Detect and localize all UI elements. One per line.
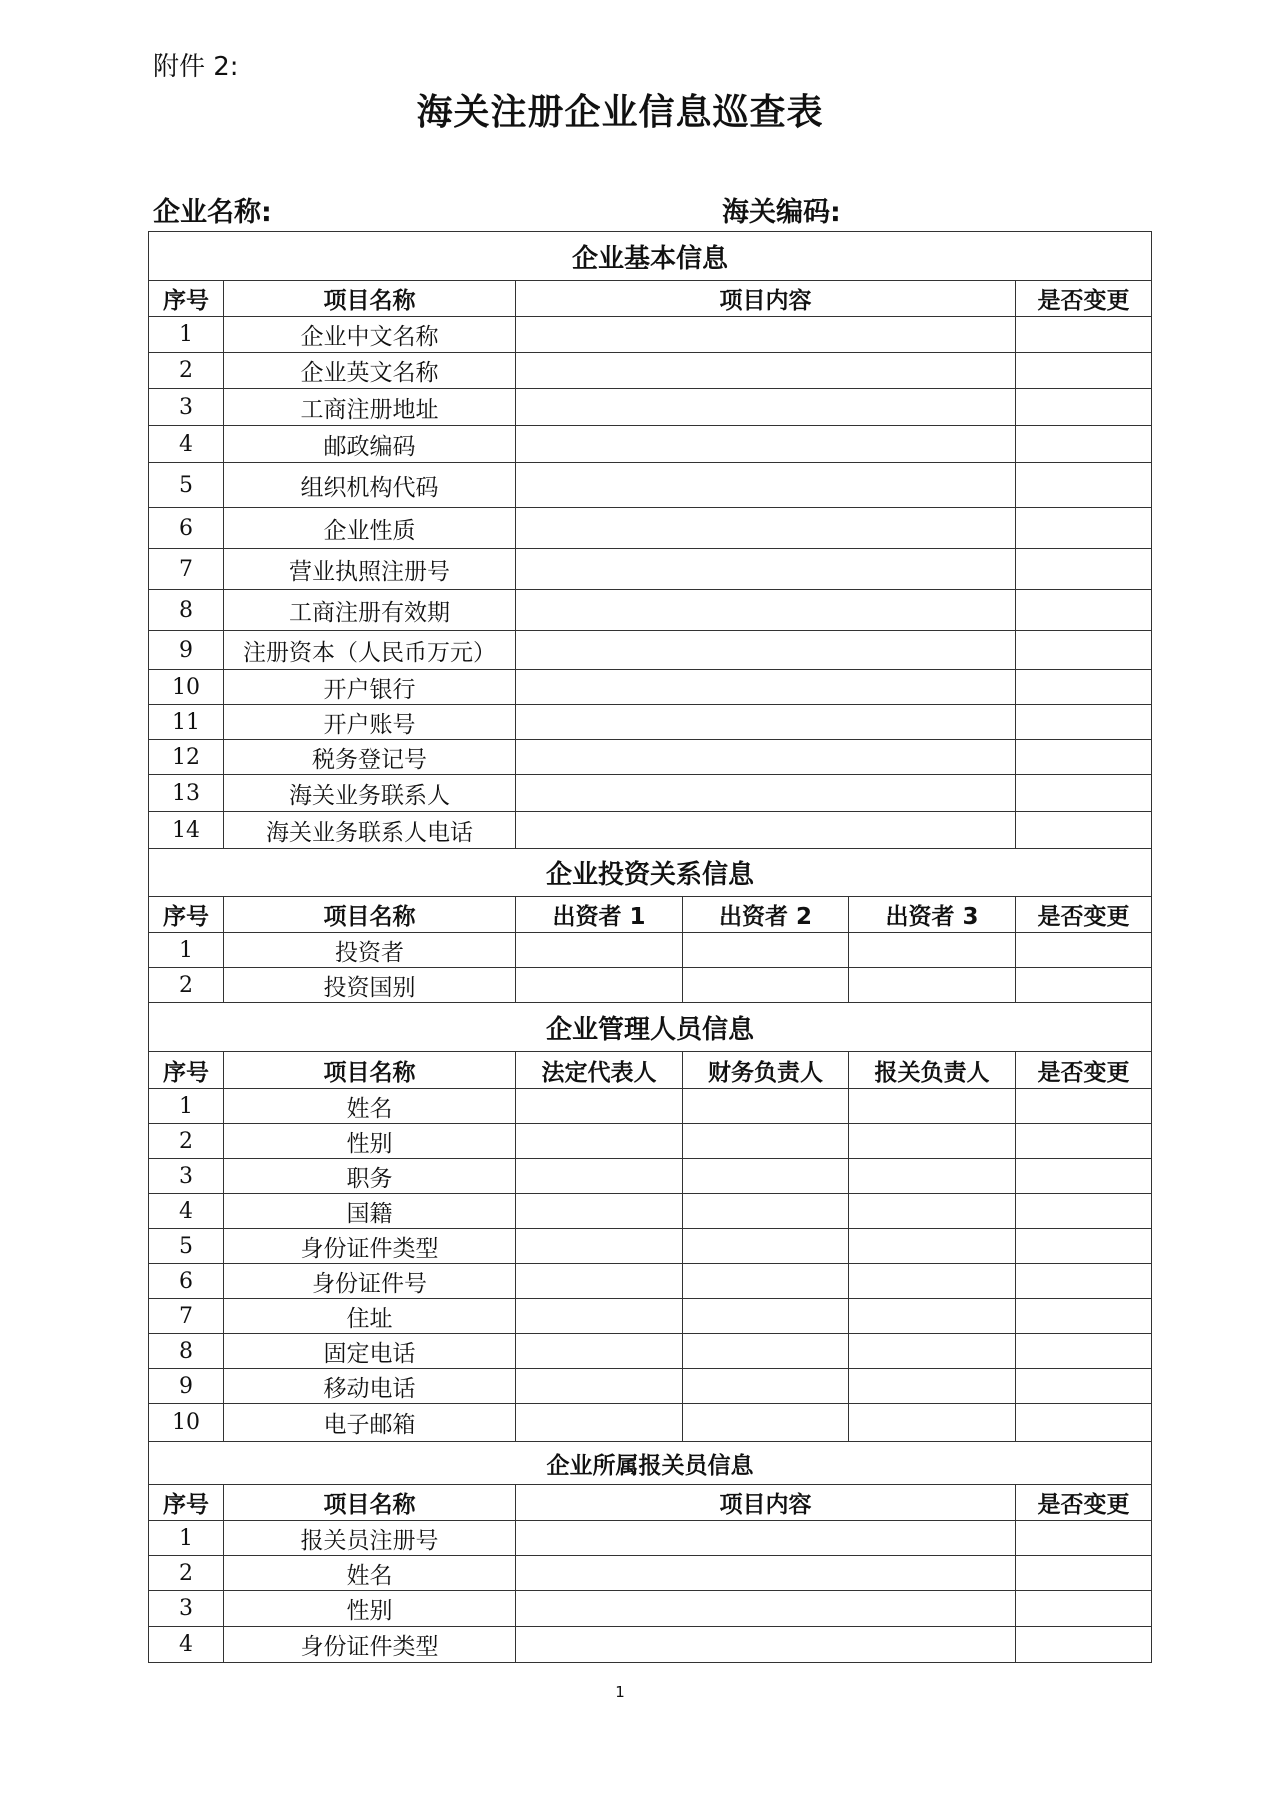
declare-head-cell[interactable] [849, 1229, 1016, 1264]
header-no: 序号 [149, 1485, 224, 1521]
header-no: 序号 [149, 1052, 224, 1089]
table-row [149, 426, 1152, 463]
row-number: 2 [149, 1556, 224, 1591]
declare-head-cell[interactable] [849, 1194, 1016, 1229]
changed-cell[interactable] [1016, 775, 1152, 812]
content-cell[interactable] [516, 508, 1016, 549]
declare-head-cell[interactable] [849, 1264, 1016, 1299]
changed-cell[interactable] [1016, 1404, 1152, 1442]
finance-head-cell[interactable] [683, 1334, 849, 1369]
content-cell[interactable] [516, 353, 1016, 389]
row-item-name: 移动电话 [224, 1369, 516, 1404]
table-row [149, 670, 1152, 705]
row-item-name: 开户银行 [224, 670, 516, 705]
row-number: 8 [149, 1334, 224, 1369]
investor-1-cell[interactable] [516, 933, 683, 968]
basic-section-row [149, 232, 1152, 281]
row-item-name: 注册资本（人民币万元） [224, 631, 516, 670]
table-row [149, 1124, 1152, 1159]
changed-cell[interactable] [1016, 1264, 1152, 1299]
content-cell[interactable] [516, 590, 1016, 631]
table-row [149, 590, 1152, 631]
row-number: 12 [149, 740, 224, 775]
changed-cell[interactable] [1016, 1124, 1152, 1159]
investor-3-cell[interactable] [849, 968, 1016, 1003]
table-row [149, 705, 1152, 740]
company-name-label: 企业名称: [153, 197, 272, 228]
content-cell[interactable] [516, 1556, 1016, 1591]
management-header-row [149, 1052, 1152, 1089]
changed-cell[interactable] [1016, 1089, 1152, 1124]
investment-section-row [149, 849, 1152, 897]
row-item-name: 开户账号 [224, 705, 516, 740]
header-no: 序号 [149, 897, 224, 933]
table-row [149, 1159, 1152, 1194]
row-number: 7 [149, 549, 224, 590]
changed-cell[interactable] [1016, 1299, 1152, 1334]
finance-head-cell[interactable] [683, 1124, 849, 1159]
content-cell[interactable] [516, 426, 1016, 463]
changed-cell[interactable] [1016, 389, 1152, 426]
header-legal: 法定代表人 [516, 1052, 683, 1089]
page-number: 1 [615, 1683, 625, 1701]
header-inv1: 出资者 1 [516, 897, 683, 933]
row-item-name: 工商注册地址 [224, 389, 516, 426]
header-changed: 是否变更 [1016, 897, 1152, 933]
row-item-name: 组织机构代码 [224, 463, 516, 508]
table-row [149, 933, 1152, 968]
row-item-name: 姓名 [224, 1556, 516, 1591]
header-finance: 财务负责人 [683, 1052, 849, 1089]
changed-cell[interactable] [1016, 1194, 1152, 1229]
changed-cell[interactable] [1016, 1229, 1152, 1264]
row-item-name: 身份证件类型 [224, 1627, 516, 1663]
row-number: 4 [149, 1627, 224, 1663]
finance-head-cell[interactable] [683, 1229, 849, 1264]
investment-section-title: 企业投资关系信息 [149, 849, 1152, 897]
row-item-name: 身份证件号 [224, 1264, 516, 1299]
row-number: 4 [149, 426, 224, 463]
row-number: 14 [149, 812, 224, 849]
legal-rep-cell[interactable] [516, 1334, 683, 1369]
row-number: 3 [149, 389, 224, 426]
header-changed: 是否变更 [1016, 281, 1152, 317]
row-number: 4 [149, 1194, 224, 1229]
declare-head-cell[interactable] [849, 1369, 1016, 1404]
changed-cell[interactable] [1016, 670, 1152, 705]
row-item-name: 海关业务联系人 [224, 775, 516, 812]
table-row [149, 549, 1152, 590]
row-number: 3 [149, 1591, 224, 1627]
row-number: 7 [149, 1299, 224, 1334]
table-row [149, 1229, 1152, 1264]
changed-cell[interactable] [1016, 812, 1152, 849]
finance-head-cell[interactable] [683, 1159, 849, 1194]
investor-2-cell[interactable] [683, 933, 849, 968]
changed-cell[interactable] [1016, 1334, 1152, 1369]
row-item-name: 性别 [224, 1124, 516, 1159]
content-cell[interactable] [516, 1521, 1016, 1556]
table-row [149, 1264, 1152, 1299]
declare-head-cell[interactable] [849, 1159, 1016, 1194]
table-row [149, 775, 1152, 812]
basic-section-title: 企业基本信息 [149, 232, 1152, 281]
table-row [149, 1521, 1152, 1556]
changed-cell[interactable] [1016, 740, 1152, 775]
row-number: 2 [149, 968, 224, 1003]
header-item-name: 项目名称 [224, 281, 516, 317]
row-number: 5 [149, 463, 224, 508]
header-item-name: 项目名称 [224, 1485, 516, 1521]
management-section-row [149, 1003, 1152, 1052]
header-item-name: 项目名称 [224, 897, 516, 933]
content-cell[interactable] [516, 463, 1016, 508]
row-item-name: 住址 [224, 1299, 516, 1334]
table-row [149, 1627, 1152, 1663]
finance-head-cell[interactable] [683, 1404, 849, 1442]
legal-rep-cell[interactable] [516, 1159, 683, 1194]
row-item-name: 企业英文名称 [224, 353, 516, 389]
row-number: 6 [149, 1264, 224, 1299]
changed-cell[interactable] [1016, 933, 1152, 968]
finance-head-cell[interactable] [683, 1089, 849, 1124]
customs-code-label: 海关编码: [722, 197, 841, 228]
row-number: 6 [149, 508, 224, 549]
changed-cell[interactable] [1016, 463, 1152, 508]
finance-head-cell[interactable] [683, 1299, 849, 1334]
changed-cell[interactable] [1016, 590, 1152, 631]
content-cell[interactable] [516, 1627, 1016, 1663]
content-cell[interactable] [516, 775, 1016, 812]
row-number: 9 [149, 1369, 224, 1404]
row-number: 11 [149, 705, 224, 740]
header-item-content: 项目内容 [516, 1485, 1016, 1521]
content-cell[interactable] [516, 631, 1016, 670]
row-item-name: 职务 [224, 1159, 516, 1194]
row-number: 1 [149, 1089, 224, 1124]
declare-head-cell[interactable] [849, 1124, 1016, 1159]
changed-cell[interactable] [1016, 353, 1152, 389]
row-number: 1 [149, 933, 224, 968]
changed-cell[interactable] [1016, 1556, 1152, 1591]
content-cell[interactable] [516, 670, 1016, 705]
table-row [149, 740, 1152, 775]
header-no: 序号 [149, 281, 224, 317]
row-item-name: 身份证件类型 [224, 1229, 516, 1264]
declarant-section-title: 企业所属报关员信息 [149, 1442, 1152, 1485]
legal-rep-cell[interactable] [516, 1404, 683, 1442]
changed-cell[interactable] [1016, 1369, 1152, 1404]
header-item-name: 项目名称 [224, 1052, 516, 1089]
row-item-name: 企业性质 [224, 508, 516, 549]
legal-rep-cell[interactable] [516, 1124, 683, 1159]
table-row [149, 812, 1152, 849]
row-item-name: 邮政编码 [224, 426, 516, 463]
row-number: 10 [149, 1404, 224, 1442]
legal-rep-cell[interactable] [516, 1194, 683, 1229]
investment-header-row [149, 897, 1152, 933]
changed-cell[interactable] [1016, 549, 1152, 590]
row-item-name: 性别 [224, 1591, 516, 1627]
row-number: 3 [149, 1159, 224, 1194]
row-item-name: 投资国别 [224, 968, 516, 1003]
table-row [149, 508, 1152, 549]
content-cell[interactable] [516, 705, 1016, 740]
row-number: 13 [149, 775, 224, 812]
changed-cell[interactable] [1016, 1627, 1152, 1663]
legal-rep-cell[interactable] [516, 1264, 683, 1299]
row-item-name: 国籍 [224, 1194, 516, 1229]
header-inv3: 出资者 3 [849, 897, 1016, 933]
row-item-name: 报关员注册号 [224, 1521, 516, 1556]
finance-head-cell[interactable] [683, 1264, 849, 1299]
table-row [149, 317, 1152, 353]
row-number: 1 [149, 317, 224, 353]
row-number: 9 [149, 631, 224, 670]
content-cell[interactable] [516, 740, 1016, 775]
row-item-name: 工商注册有效期 [224, 590, 516, 631]
row-number: 5 [149, 1229, 224, 1264]
table-row [149, 631, 1152, 670]
table-row [149, 389, 1152, 426]
row-item-name: 营业执照注册号 [224, 549, 516, 590]
basic-header-row [149, 281, 1152, 317]
changed-cell[interactable] [1016, 317, 1152, 353]
declare-head-cell[interactable] [849, 1404, 1016, 1442]
table-row [149, 1369, 1152, 1404]
changed-cell[interactable] [1016, 631, 1152, 670]
row-item-name: 电子邮箱 [224, 1404, 516, 1442]
legal-rep-cell[interactable] [516, 1089, 683, 1124]
table-row [149, 1334, 1152, 1369]
header-inv2: 出资者 2 [683, 897, 849, 933]
table-row [149, 1299, 1152, 1334]
row-number: 10 [149, 670, 224, 705]
finance-head-cell[interactable] [683, 1194, 849, 1229]
changed-cell[interactable] [1016, 426, 1152, 463]
changed-cell[interactable] [1016, 508, 1152, 549]
investor-3-cell[interactable] [849, 933, 1016, 968]
declare-head-cell[interactable] [849, 1334, 1016, 1369]
finance-head-cell[interactable] [683, 1369, 849, 1404]
header-item-content: 项目内容 [516, 281, 1016, 317]
row-item-name: 姓名 [224, 1089, 516, 1124]
declarant-header-row [149, 1485, 1152, 1521]
declare-head-cell[interactable] [849, 1299, 1016, 1334]
changed-cell[interactable] [1016, 968, 1152, 1003]
row-number: 2 [149, 353, 224, 389]
attachment-label: 附件 2: [153, 52, 239, 82]
row-number: 1 [149, 1521, 224, 1556]
header-changed: 是否变更 [1016, 1485, 1152, 1521]
row-item-name: 税务登记号 [224, 740, 516, 775]
table-row [149, 968, 1152, 1003]
inspection-form-table [148, 231, 1152, 1663]
table-row [149, 463, 1152, 508]
content-cell[interactable] [516, 1591, 1016, 1627]
management-section-title: 企业管理人员信息 [149, 1003, 1152, 1052]
row-item-name: 企业中文名称 [224, 317, 516, 353]
table-row [149, 1089, 1152, 1124]
row-number: 8 [149, 590, 224, 631]
investor-1-cell[interactable] [516, 968, 683, 1003]
table-row [149, 1404, 1152, 1442]
content-cell[interactable] [516, 317, 1016, 353]
row-item-name: 固定电话 [224, 1334, 516, 1369]
page-title: 海关注册企业信息巡查表 [416, 92, 824, 133]
declare-head-cell[interactable] [849, 1089, 1016, 1124]
legal-rep-cell[interactable] [516, 1369, 683, 1404]
content-cell[interactable] [516, 389, 1016, 426]
legal-rep-cell[interactable] [516, 1299, 683, 1334]
row-item-name: 海关业务联系人电话 [224, 812, 516, 849]
content-cell[interactable] [516, 549, 1016, 590]
row-number: 2 [149, 1124, 224, 1159]
table-row [149, 1591, 1152, 1627]
legal-rep-cell[interactable] [516, 1229, 683, 1264]
header-changed: 是否变更 [1016, 1052, 1152, 1089]
changed-cell[interactable] [1016, 1591, 1152, 1627]
changed-cell[interactable] [1016, 1159, 1152, 1194]
investor-2-cell[interactable] [683, 968, 849, 1003]
table-row [149, 1556, 1152, 1591]
changed-cell[interactable] [1016, 705, 1152, 740]
header-declare: 报关负责人 [849, 1052, 1016, 1089]
table-row [149, 1194, 1152, 1229]
row-item-name: 投资者 [224, 933, 516, 968]
declarant-section-row [149, 1442, 1152, 1485]
changed-cell[interactable] [1016, 1521, 1152, 1556]
content-cell[interactable] [516, 812, 1016, 849]
table-row [149, 353, 1152, 389]
